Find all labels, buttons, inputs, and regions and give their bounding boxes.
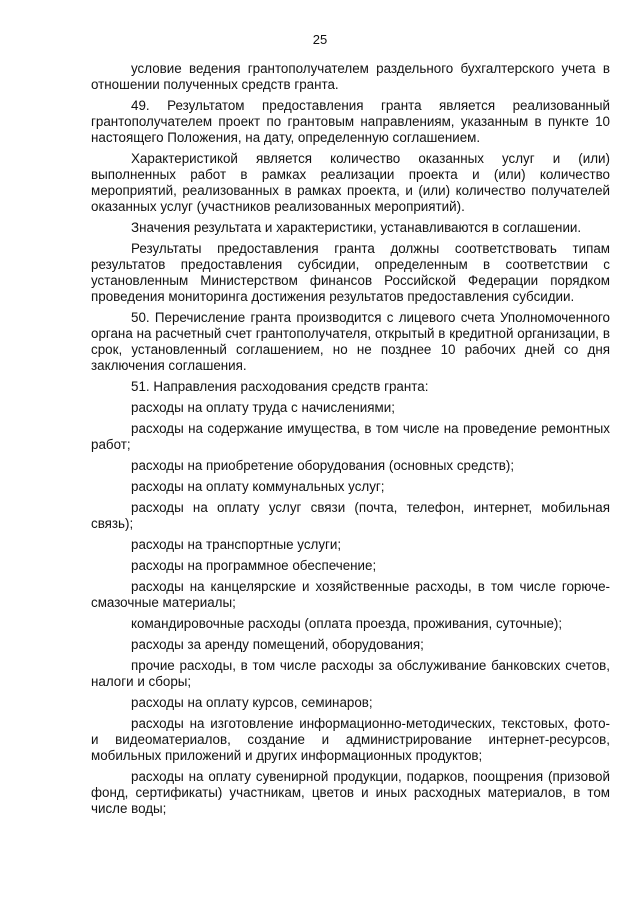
paragraph: Результаты предоставления гранта должны соответствовать типам результатов предоставления субсидии, определенным в соответствии с установленным Министерством финансов Российской Федерации порядком проведения мониторинга достижения результатов предоставления субсидии. xyxy=(91,241,610,304)
list-item: расходы на изготовление информационно-методических, текстовых, фото- и видеоматериалов, создание и администрирование интернет-ресурсов, мобильных приложений и других информационных продуктов; xyxy=(91,716,610,763)
list-item: прочие расходы, в том числе расходы за обслуживание банковских счетов, налоги и сборы; xyxy=(91,658,610,689)
list-item: расходы на оплату коммунальных услуг; xyxy=(131,479,385,494)
paragraph: 49. Результатом предоставления гранта является реализованный грантополучателем проект по грантовым направлениям, указанным в пункте 10 настоящего Положения, на дату, определенную соглашением. xyxy=(91,98,610,145)
list-item: командировочные расходы (оплата проезда, проживания, суточные); xyxy=(131,616,563,631)
paragraph: 51. Направления расходования средств гранта: xyxy=(131,379,429,394)
paragraph: Характеристикой является количество оказанных услуг и (или) выполненных работ в рамках реализации проекта и (или) количество мероприятий, реализованных в рамках проекта, и (или) количество получателей оказанных услуг (участников реализованных мероприятий). xyxy=(91,151,610,214)
paragraph: 50. Перечисление гранта производится с лицевого счета Уполномоченного органа на расчетный счет грантополучателя, открытый в кредитной организации, в срок, установленный соглашением, но не позднее 10 рабочих дней со дня заключения соглашения. xyxy=(91,310,610,373)
paragraph: Значения результата и характеристики, устанавливаются в соглашении. xyxy=(131,220,582,235)
list-item: расходы на оплату сувенирной продукции, подарков, поощрения (призовой фонд, сертификаты) участникам, цветов и иных расходных материалов, в том числе воды; xyxy=(91,769,610,816)
paragraph: условие ведения грантополучателем раздельного бухгалтерского учета в отношении полученных средств гранта. xyxy=(91,61,610,92)
list-item: расходы на содержание имущества, в том числе на проведение ремонтных работ; xyxy=(91,421,610,452)
list-item: расходы на транспортные услуги; xyxy=(131,537,342,552)
list-item: расходы за аренду помещений, оборудования; xyxy=(131,637,424,652)
page-number: 25 xyxy=(312,32,328,47)
list-item: расходы на оплату услуг связи (почта, телефон, интернет, мобильная связь); xyxy=(91,500,610,531)
list-item: расходы на оплату курсов, семинаров; xyxy=(131,695,373,710)
list-item: расходы на программное обеспечение; xyxy=(131,558,377,573)
list-item: расходы на оплату труда с начислениями; xyxy=(131,400,395,415)
list-item: расходы на приобретение оборудования (основных средств); xyxy=(131,458,515,473)
document-body xyxy=(91,61,610,822)
list-item: расходы на канцелярские и хозяйственные расходы, в том числе горюче-смазочные материалы; xyxy=(91,579,610,610)
